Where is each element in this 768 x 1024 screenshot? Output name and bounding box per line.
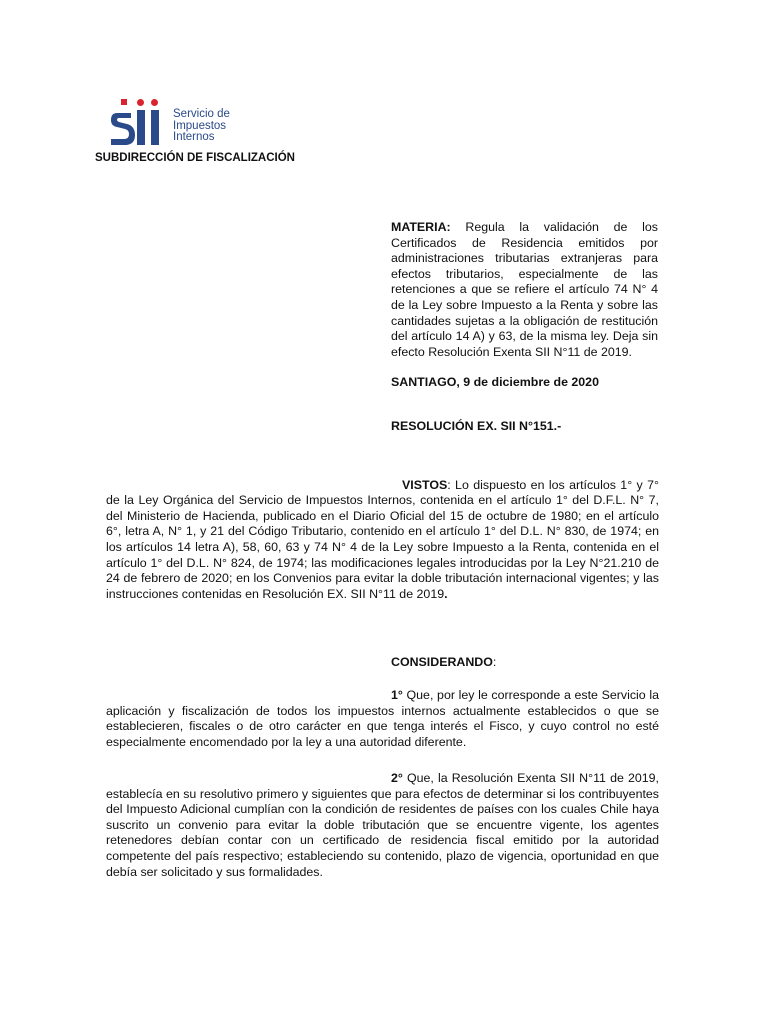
sii-logo-mark [109,99,169,149]
vistos-label: VISTOS [402,477,448,492]
considerando-colon: : [492,655,497,669]
considerando-heading [391,655,496,669]
logo-line-3: Internos [173,131,215,143]
logo-line-2: Impuestos [173,119,227,132]
materia-text: Regula la validación de los Certificados de Residencia emitidos por administraciones tributarias extranjeras para efectos tributarios, especialmente de las retenciones a que se refiere el artículo 74 N° 4 de la Ley sobre Impuesto a la Renta y sobre las cantidades sujetas a la obligación de restitución del artículo 14 A) y 63, de la misma ley. Deja sin efecto Resolución Exenta SII N°11 de 2019. [391,220,658,359]
considerando-paragraph-2 [106,771,659,880]
p1-text: Que, por ley le corresponde a este Servicio la aplicación y fiscalización de todos los impuestos internos actualmente establecidos o que se establecieren, fiscales o de otro carácter en que tenga interés el Fisco, y cuyo control no esté especialmente encomendado por la ley a una autoridad diferente. [106,688,659,749]
sii-logo-text [173,109,230,144]
vistos-paragraph [106,462,659,602]
considerando-label: CONSIDERANDO [391,655,493,669]
p1-label: 1° [391,688,403,702]
resolution-number: RESOLUCIÓN EX. SII N°151.- [391,419,562,433]
date-line: SANTIAGO, 9 de diciembre de 2020 [391,375,599,389]
vistos-text: : Lo dispuesto en los artículos 1° y 7° de la Ley Orgánica del Servicio de Impuestos Internos, contenida en el artículo 1° del D.F.L. N° 7, del Ministerio de Hacienda, publicado en el Diario Oficial del 15 de octubre de 1980; en el artículo 6°, letra A, N° 1, y 21 del Código Tributario, contenido en el artículo 1° del D.L. N° 830, de 1974; en los artículos 14 letra A), 58, 60, 63 y 74 N° 4 de la Ley sobre Impuesto a la Renta, contenida en el artículo 1° del D.L. N° 824, de 1974; las modificaciones legales introducidas por la Ley N°21.210 de 24 de febrero de 2020; en los Convenios para evitar la doble tributación internacional vigentes; y las instrucciones contenidas en Resolución EX. SII N°11 de 2019 [106,477,659,601]
considerando-paragraph-1 [106,688,659,750]
department-title: SUBDIRECCIÓN DE FISCALIZACIÓN [95,152,295,164]
p2-label: 2° [391,771,403,785]
logo-line-1: Servicio de [173,108,230,120]
vistos-end: . [444,586,448,601]
sii-logo [109,99,259,149]
p2-text: Que, la Resolución Exenta SII N°11 de 2019, establecía en su resolutivo primero y siguientes que para efectos de determinar si los contribuyentes del Impuesto Adicional cumplían con la condición de residentes de países con los cuales Chile haya suscrito un convenio para evitar la doble tributación que se encuentre vigente, los agentes retenedores debían contar con un certificado de residencia fiscal emitido por la autoridad competente del país respectivo; estableciendo su contenido, plazo de vigencia, oportunidad en que debía ser solicitado y sus formalidades. [106,771,659,879]
materia-block [391,220,658,360]
materia-label: MATERIA: [391,220,451,234]
